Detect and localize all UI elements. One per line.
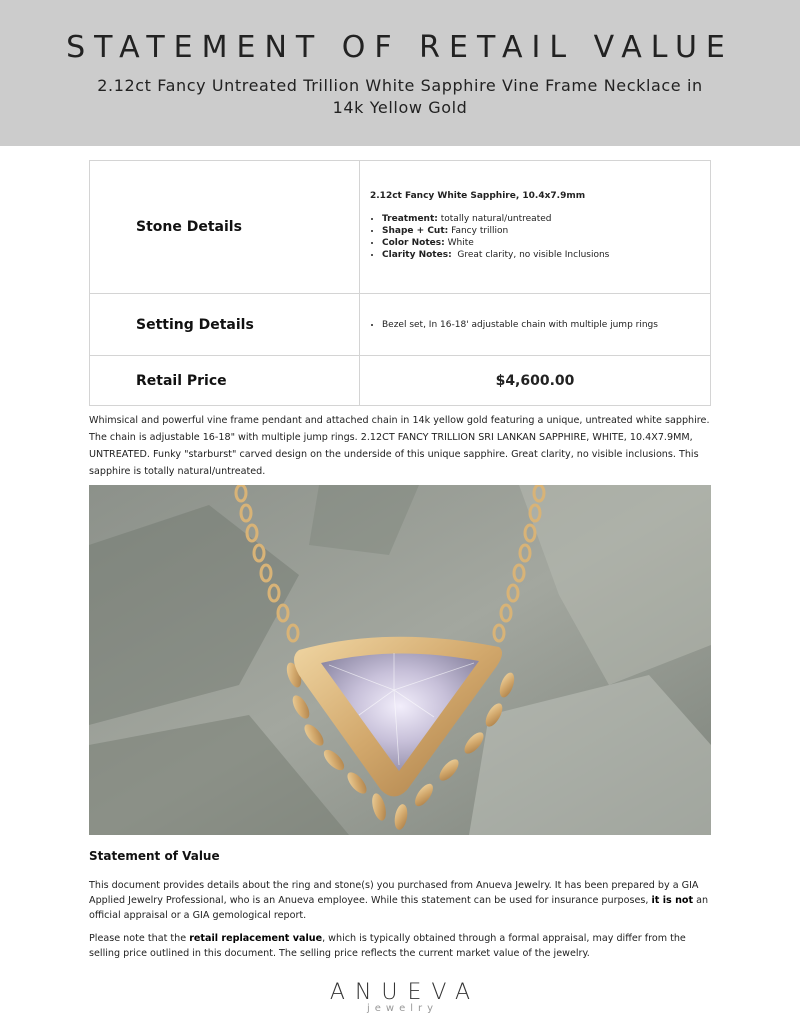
stone-details-label: Stone Details (90, 161, 360, 293)
brand-subtitle: jewelry (366, 1003, 439, 1014)
statement-paragraph-2: Please note that the retail replacement value, which is typically obtained through a formal appraisal, may differ from the selling price outlined in this document. The selling price reflects the current market value of the jewelry. (89, 933, 686, 959)
retail-price-label: Retail Price (90, 356, 360, 405)
setting-list (370, 320, 658, 330)
stone-heading: 2.12ct Fancy White Sapphire, 10.4x7.9mm (370, 191, 586, 201)
setting-details-row (90, 294, 710, 356)
page-subtitle: 2.12ct Fancy Untreated Trillion White Sapphire Vine Frame Necklace in 14k Yellow Gold (97, 76, 703, 117)
setting-details-label: Setting Details (90, 294, 360, 355)
list-item: • Shape + Cut: Fancy trillion (382, 225, 710, 237)
brand-logo (0, 980, 800, 1014)
brand-name: ANUEVA (329, 980, 481, 1005)
statement-paragraph-1: This document provides details about the ring and stone(s) you purchased from Anueva Jewelry. It has been prepared by a GIA Applied Jewelry Professional, who is an Anueva employee. While this statement can be used for insurance purposes, it is not an official appraisal or a GIA gemological report. (89, 880, 709, 921)
product-photo (89, 485, 711, 835)
page-title: STATEMENT OF RETAIL VALUE (66, 30, 734, 65)
page-header (0, 0, 800, 146)
stone-details-row (90, 161, 710, 294)
product-description: Whimsical and powerful vine frame pendant and attached chain in 14k yellow gold featuring a unique, untreated white sapphire. The chain is adjustable 16-18" with multiple jump rings. 2.12CT FANCY TRILLION SRI LANKAN SAPPHIRE, WHITE, 10.4X7.9MM, UNTREATED. Funky "starburst" carved design on the underside of this unique sapphire. Great clarity, no visible inclusions. This sapphire is totally natural/untreated. (89, 415, 710, 477)
retail-price-row (90, 356, 710, 405)
list-item: • Treatment: totally natural/untreated (382, 213, 710, 225)
setting-details-value (360, 294, 710, 355)
retail-price-value: $4,600.00 (495, 372, 575, 389)
list-item: • Color Notes: White (382, 237, 710, 249)
list-item: • Bezel set, In 16-18' adjustable chain with multiple jump rings (382, 320, 658, 330)
details-table (89, 160, 711, 406)
list-item: • Clarity Notes: Great clarity, no visible Inclusions (382, 249, 710, 261)
statement-title: Statement of Value (89, 849, 220, 863)
stone-details-value (360, 161, 710, 293)
stone-attributes-list (370, 213, 710, 261)
